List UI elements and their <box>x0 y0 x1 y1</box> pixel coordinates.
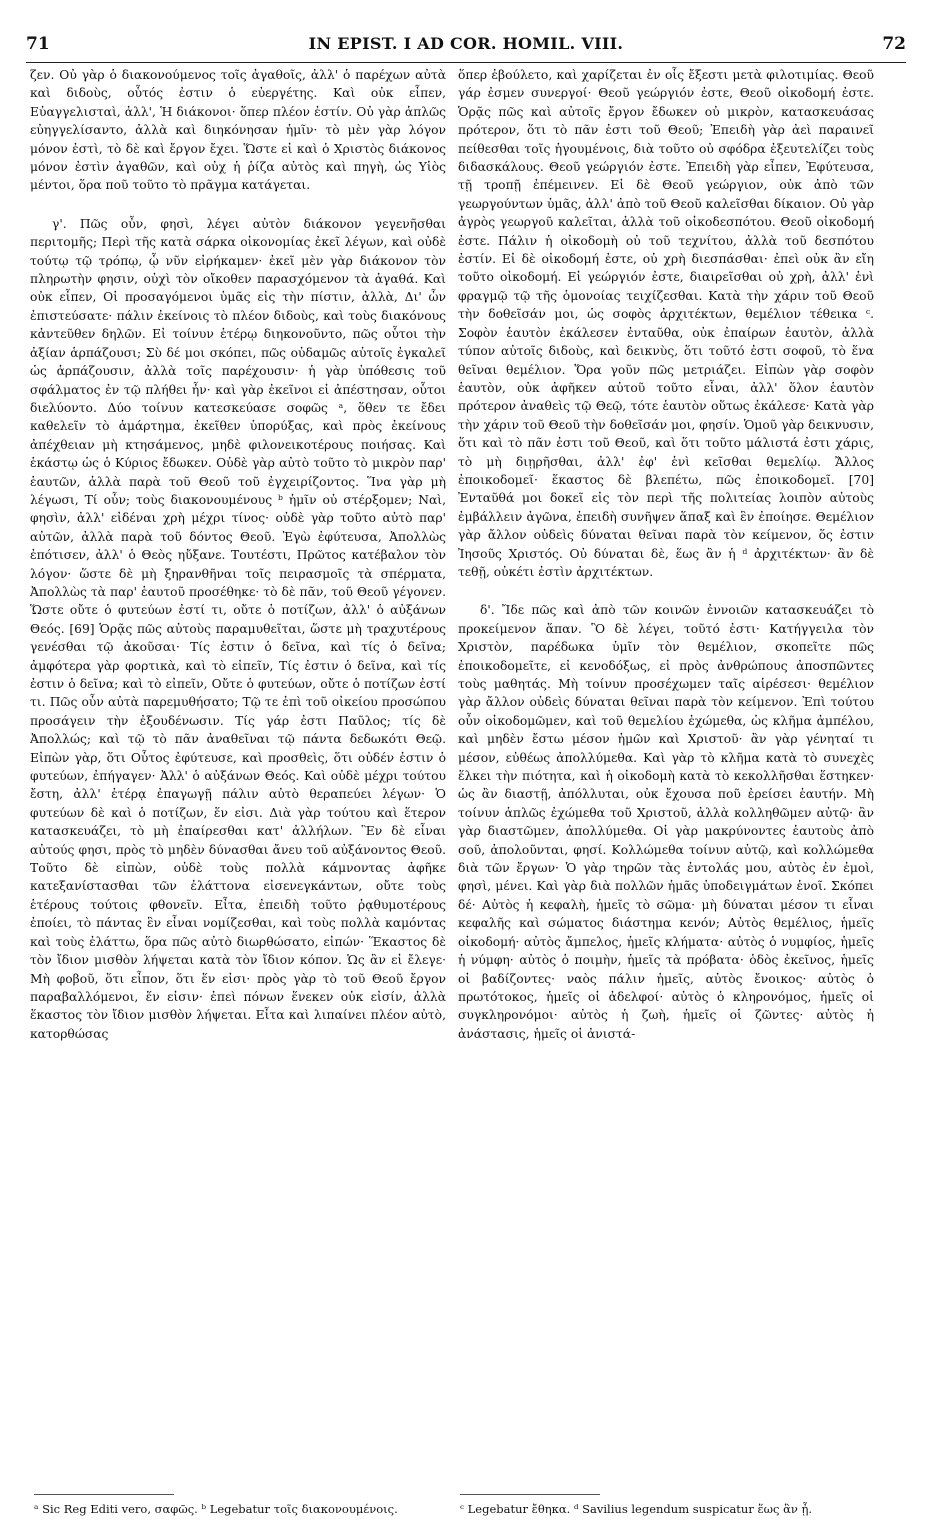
header-rule <box>26 62 906 63</box>
right-paragraph-1: ὅπερ ἐβούλετο, καὶ χαρίζεται ἐν οἷς ἔξεστι μετὰ φιλοτιμίας. Θεοῦ γάρ ἐσμεν συνεργοί· Θεοῦ γεώργιόν ἐστε, Θεοῦ οἰκοδομή ἐστε. Ὁρᾷς πῶς καὶ αὐτοῖς ἔργον ἔδωκεν οὐ μικρὸν, κατασκευάσας πρότερον, ὅτι τὸ πᾶν ἐστι τοῦ Θεοῦ; Ἐπειδὴ γὰρ ἀεὶ παραινεῖ πείθεσθαι τοῖς ἡγουμένοις, διὰ τοῦτο οὐ σφόδρα ἐξευτελίζει τοὺς διδασκάλους. Θεοῦ γεώργιόν ἐστε. Ἐπειδὴ γὰρ εἶπεν, Ἐφύτευσα, τῇ τροπῇ ἐπέμεινεν. Εἰ δὲ Θεοῦ γεώργιον, οὐκ ἀπὸ τῶν γεωργούντων ὑμᾶς, ἀλλ' ἀπὸ τοῦ Θεοῦ καλεῖσθαι δίκαιον. Οὐ γὰρ ἀγρὸς γεωργοῦ καλεῖται, ἀλλὰ τοῦ οἰκοδεσπότου. Θεοῦ οἰκοδομή ἐστε. Πάλιν ἡ οἰκοδομὴ οὐ τοῦ τεχνίτου, ἀλλὰ τοῦ δεσπότου ἐστίν. Εἰ δὲ οἰκοδομή ἐστε, οὐ χρὴ διεσπάσθαι· ἐπεὶ οὐκ ἂν εἴη τοῦτο οἰκοδομή. Εἰ γεώργιόν ἐστε, διαιρεῖσθαι οὐ χρὴ, ἀλλ' ἑνὶ φραγμῷ τῷ τῆς ὁμονοίας τειχίζεσθαι. Κατὰ τὴν χάριν τοῦ Θεοῦ τὴν δοθεῖσάν μοι, ὡς σοφὸς ἀρχιτέκτων, θεμέλιον τέθεικα ᶜ. Σοφὸν ἑαυτὸν ἐκάλεσεν ἐνταῦθα, οὐκ ἐπαίρων ἑαυτὸν, ἀλλὰ τύπον αὐτοῖς διδοὺς, καὶ δεικνὺς, ὅτι τοῦτό ἐστι σοφοῦ, τὸ ἕνα θεῖναι θεμέλιον. Ὅρα γοῦν πῶς μετριάζει. Εἰπὼν γὰρ σοφὸν ἑαυτὸν, οὐκ ἀφῆκεν αὐτοῦ τοῦτο εἶναι, ἀλλ' ὅλον ἑαυτὸν πρότερον ἀναθεὶς τῷ Θεῷ, τότε ἑαυτὸν οὕτως ἐκάλεσε· Κατὰ γὰρ τὴν χάριν τοῦ Θεοῦ τὴν δοθεῖσάν μοι, φησίν. Ὁμοῦ γὰρ δεικνυσιν, ὅτι καὶ τὸ πᾶν ἐστι τοῦ Θεοῦ, καὶ ὅτι τοῦτο μάλιστά ἐστι χάρις, τὸ μὴ διῃρῆσθαι, ἀλλ' ἐφ' ἑνὶ κεῖσθαι θεμελίῳ. Ἄλλος ἐποικοδομεῖ· ἕκαστος δὲ βλεπέτω, πῶς ἐποικοδομεῖ. [70] Ἐνταῦθά μοι δοκεῖ εἰς τὸν περὶ τῆς πολιτείας λοιπὸν αὐτοὺς ἐμβάλλειν ἀγῶνα, ἐπειδὴ συνῆψεν ἅπαξ καὶ ἓν ἐποίησε. Θεμέλιον γὰρ ἄλλον οὐδεὶς δύναται θεῖναι παρὰ τὸν κείμενον, ὅς ἐστιν Ἰησοῦς Χριστός. Οὐ δύναται δὲ, ἕως ἂν ἡ ᵈ ἀρχιτέκτων· ἂν δὲ τεθῇ, οὐκέτι ἐστὶν ἀρχιτέκτων. <box>458 68 874 579</box>
footnotes-left: ᵃ Sic Reg Editi vero, σαφῶς. ᵇ Legebatur τοῖς διακονουμένοις. <box>34 1502 398 1516</box>
footnotes-right: ᶜ Legebatur ἔθηκα. ᵈ Savilius legendum suspicatur ἕως ἂν ᾖ. <box>460 1502 813 1516</box>
page-number-left: 71 <box>26 34 50 54</box>
page-number-right: 72 <box>882 34 906 54</box>
right-paragraph-2: δ'. Ἴδε πῶς καὶ ἀπὸ τῶν κοινῶν ἐννοιῶν κατασκευάζει τὸ προκείμενον ἅπαν. Ὃ δὲ λέγει, τοῦτό ἐστι· Κατήγγειλα τὸν Χριστὸν, παρέδωκα ὑμῖν τὸν θεμέλιον, σκοπεῖτε πῶς ἐποικοδομεῖτε, εἰ κενοδόξως, εἰ πρὸς ἀνθρώπους ἀποσπῶντες τοὺς μαθητάς. Μὴ τοίνυν προσέχωμεν ταῖς αἱρέσεσι· θεμέλιον γὰρ ἄλλον οὐδεὶς δύναται θεῖναι παρὰ τὸν κείμενον. Ἐπὶ τούτου οὖν οἰκοδομῶμεν, καὶ τοῦ θεμελίου ἐχώμεθα, ὡς κλῆμα ἀμπέλου, καὶ μηδὲν ἔστω μέσον ἡμῶν καὶ Χριστοῦ· ἂν γὰρ γένηταί τι μέσον, εὐθέως ἀπολλύμεθα. Καὶ γὰρ τὸ κλῆμα κατὰ τὸ συνεχὲς ἕλκει τὴν πιότητα, καὶ ἡ οἰκοδομὴ κατὰ τὸ κεκολλῆσθαι ἕστηκεν· ὡς ἂν διαστῇ, ἀπόλλυται, οὐκ ἔχουσα ποῦ ἐρείσει ἑαυτήν. Μὴ τοίνυν ἁπλῶς ἐχώμεθα τοῦ Χριστοῦ, ἀλλὰ κολληθῶμεν αὐτῷ· ἂν γὰρ διαστῶμεν, ἀπολλύμεθα. Οἱ γὰρ μακρύνοντες ἑαυτοὺς ἀπὸ σοῦ, ἀπολοῦνται, φησί. Κολλώμεθα τοίνυν αὐτῷ, καὶ κολλώμεθα διὰ τῶν ἔργων· Ὁ γὰρ τηρῶν τὰς ἐντολάς μου, αὐτὸς ἐν ἐμοὶ, φησὶ, μένει. Καὶ γὰρ διὰ πολλῶν ἡμᾶς ὑποδειγμάτων ἑνοῖ. Σκόπει δέ· Αὐτὸς ἡ κεφαλὴ, ἡμεῖς τὸ σῶμα· μὴ δύναται μέσον τι εἶναι κεφαλῆς καὶ σώματος διάστημα κενόν; Αὐτὸς θεμέλιος, ἡμεῖς οἰκοδομή· αὐτὸς ἄμπελος, ἡμεῖς κλήματα· αὐτὸς ὁ νυμφίος, ἡμεῖς ἡ νύμφη· αὐτὸς ὁ ποιμὴν, ἡμεῖς τὰ πρόβατα· ὁδὸς ἐκεῖνος, ἡμεῖς οἱ βαδίζοντες· ναὸς πάλιν ἡμεῖς, αὐτὸς ἔνοικος· αὐτὸς ὁ πρωτότοκος, ἡμεῖς οἱ ἀδελφοί· αὐτὸς ὁ κληρονόμος, ἡμεῖς οἱ συγκληρονόμοι· αὐτὸς ἡ ζωὴ, ἡμεῖς οἱ ζῶντες· αὐτὸς ἡ ἀνάστασις, ἡμεῖς οἱ ἀνιστά- <box>458 603 874 1041</box>
footnote-rule-left <box>34 1494 174 1495</box>
footnote-rule-right <box>460 1494 600 1495</box>
left-column <box>30 66 446 1043</box>
right-column <box>458 66 874 1043</box>
running-header <box>26 34 906 54</box>
left-paragraph-2: γ'. Πῶς οὖν, φησὶ, λέγει αὐτὸν διάκονον γεγενῆσθαι περιτομῆς; Περὶ τῆς κατὰ σάρκα οἰκονομίας ἐκεῖ λέγων, καὶ οὐδὲ τούτῳ τῷ τρόπῳ, ᾧ νῦν εἰρήκαμεν· ἐκεῖ μὲν γὰρ διάκονον τὸν πληρωτὴν φησιν, οὐχὶ τὸν οἴκοθεν παρασχόμενον τὰ ἀγαθά. Καὶ οὐκ εἶπεν, Οἱ προσαγόμενοι ὑμᾶς εἰς τὴν πίστιν, ἀλλὰ, Δι' ὧν ἐπιστεύσατε· πάλιν ἐκείνοις τὸ πλέον διδοὺς, καὶ τοὺς διακόνους κἀντεῦθεν δηλῶν. Εἰ τοίνυν ἑτέρῳ διηκονοῦντο, πῶς οὗτοι τὴν ἀξίαν ἁρπάζουσι; Σὺ δέ μοι σκόπει, πῶς οὐδαμῶς αὐτοῖς ἐγκαλεῖ ὡς ἁρπάζουσιν, ἀλλὰ τοῖς παρέχουσιν· ἡ γὰρ ὑπόθεσις τοῦ σφάλματος ἐν τῷ πλήθει ἦν· καὶ γὰρ ἐκεῖνοι εἰ ἀπέστησαν, οὗτοι διελύοντο. Δύο τοίνυν κατεσκεύασε σοφῶς ᵃ, ὅθεν τε ἔδει καθελεῖν τὸ ἁμάρτημα, ἐκεῖθεν ὑπορύξας, καὶ πρὸς ἐκείνους ἀπέχθειαν μὴ κτησάμενος, μηδὲ φιλονεικοτέρους ποιήσας. Καὶ ἑκάστῳ ὡς ὁ Κύριος ἔδωκεν. Οὐδὲ γὰρ αὐτὸ τοῦτο τὸ μικρὸν παρ' ἑαυτῶν, ἀλλὰ παρὰ τοῦ Θεοῦ τοῦ ἐγχειρίζοντος. Ἵνα γὰρ μὴ λέγωσι, Τί οὖν; τοὺς διακονουμένους ᵇ ἡμῖν οὐ στέρξομεν; Ναὶ, φησὶν, ἀλλ' εἰδέναι χρὴ μέχρι τίνος· οὐδὲ γὰρ τοῦτο αὐτὸ παρ' αὐτῶν, ἀλλὰ παρὰ τοῦ δόντος Θεοῦ. Ἐγὼ ἐφύτευσα, Ἀπολλὼς ἐπότισεν, ἀλλ' ὁ Θεὸς ηὔξανε. Τουτέστι, Πρῶτος κατέβαλον τὸν λόγον· ὥστε δὲ μὴ ξηρανθῆναι τοῖς πειρασμοῖς τὰ σπέρματα, Ἀπολλὼς τὰ παρ' ἑαυτοῦ προσέθηκε· τὸ δὲ πᾶν, τοῦ Θεοῦ γέγονεν. Ὥστε οὔτε ὁ φυτεύων ἐστί τι, οὔτε ὁ ποτίζων, ἀλλ' ὁ αὐξάνων Θεός. [69] Ὁρᾷς πῶς αὐτοὺς παραμυθεῖται, ὥστε μὴ τραχυτέρους γενέσθαι τῷ ἀκοῦσαι· Τίς ἐστιν ὁ δεῖνα, καὶ τίς ὁ δεῖνα; ἀμφότερα γὰρ φορτικὰ, καὶ τὸ εἰπεῖν, Τίς ἐστιν ὁ δεῖνα, καὶ τίς ἐστιν ὁ δεῖνα; καὶ τὸ εἰπεῖν, Οὔτε ὁ φυτεύων, οὔτε ὁ ποτίζων ἐστί τι. Πῶς οὖν αὐτὰ παρεμυθήσατο; Τῷ τε ἐπὶ τοῦ οἰκείου προσώπου προσάγειν τὴν ἐξουδένωσιν. Τίς γάρ ἐστι Παῦλος; τίς δὲ Ἀπολλώς; καὶ τῷ τὸ πᾶν ἀναθεῖναι τῷ πάντα δεδωκότι Θεῷ. Εἰπὼν γὰρ, ὅτι Οὗτος ἐφύτευσε, καὶ προσθεὶς, ὅτι οὐδέν ἐστιν ὁ φυτεύων, ἐπήγαγεν· Ἀλλ' ὁ αὐξάνων Θεός. Καὶ οὐδὲ μέχρι τούτου ἔστη, ἀλλ' ἑτέρᾳ ἐπαγωγῇ πάλιν αὐτὸ θεραπεύει λέγων· Ὁ φυτεύων δὲ καὶ ὁ ποτίζων, ἕν εἰσι. Διὰ γὰρ τούτου καὶ ἕτερον κατασκευάζει, τὸ μὴ ἐπαίρεσθαι κατ' ἀλλήλων. Ἓν δὲ εἶναι αὐτούς φησι, πρὸς τὸ μηδὲν δύνασθαι ἄνευ τοῦ αὐξάνοντος Θεοῦ. Τοῦτο δὲ εἰπὼν, οὐδὲ τοὺς πολλὰ κάμνοντας ἀφῆκε κατεξανίστασθαι τῶν ἐλάττονα εἰσενεγκάντων, οὔτε τοὺς ἑτέρους τούτοις φθονεῖν. Εἶτα, ἐπειδὴ τοῦτο ῥᾳθυμοτέρους ἐποίει, τὸ πάντας ἓν εἶναι νομίζεσθαι, καὶ τοὺς πολλὰ καμόντας καὶ τοὺς ἐλάττω, ὅρα πῶς αὐτὸ διωρθώσατο, εἰπών· Ἕκαστος δὲ τὸν ἴδιον μισθὸν λήψεται κατὰ τὸν ἴδιον κόπον. Ὡς ἂν εἰ ἔλεγε· Μὴ φοβοῦ, ὅτι εἶπον, ὅτι ἕν εἰσι· πρὸς γὰρ τὸ τοῦ Θεοῦ ἔργον παραβαλλόμενοι, ἕν εἰσιν· ἐπεὶ πόνων ἕνεκεν οὐκ εἰσίν, ἀλλὰ ἕκαστος τὸν ἴδιον μισθὸν λήψεται. Εἶτα καὶ λιπαίνει πλέον αὐτὸ, κατορθώσας <box>30 216 446 1041</box>
left-paragraph-1: ζεν. Οὐ γὰρ ὁ διακονούμενος τοῖς ἀγαθοῖς, ἀλλ' ὁ παρέχων αὐτὰ καὶ διδοὺς, οὗτός ἐστιν ὁ εὐεργέτης. Καὶ οὐκ εἶπεν, Εὐαγγελισταὶ, ἀλλ', Ἡ διάκονοι· ὅπερ πλέον ἐστίν. Οὐ γὰρ ἁπλῶς εὐηγγελίσαντο, ἀλλὰ καὶ διηκόνησαν ἡμῖν· τὸ μὲν γὰρ λόγον μόνον ἐστὶ, τὸ δὲ καὶ ἔργον ἔχει. Ὥστε εἰ καὶ ὁ Χριστὸς διάκονος μόνον ἐστὶν ἀγαθῶν, καὶ οὐχ ἡ ῥίζα αὐτὸς καὶ πηγὴ, ὡς Υἱὸς μέντοι, ὅρα ποῦ τοῦτο τὸ πρᾶγμα κατάγεται. <box>30 68 446 193</box>
running-title: IN EPIST. I AD COR. HOMIL. VIII. <box>308 34 624 53</box>
